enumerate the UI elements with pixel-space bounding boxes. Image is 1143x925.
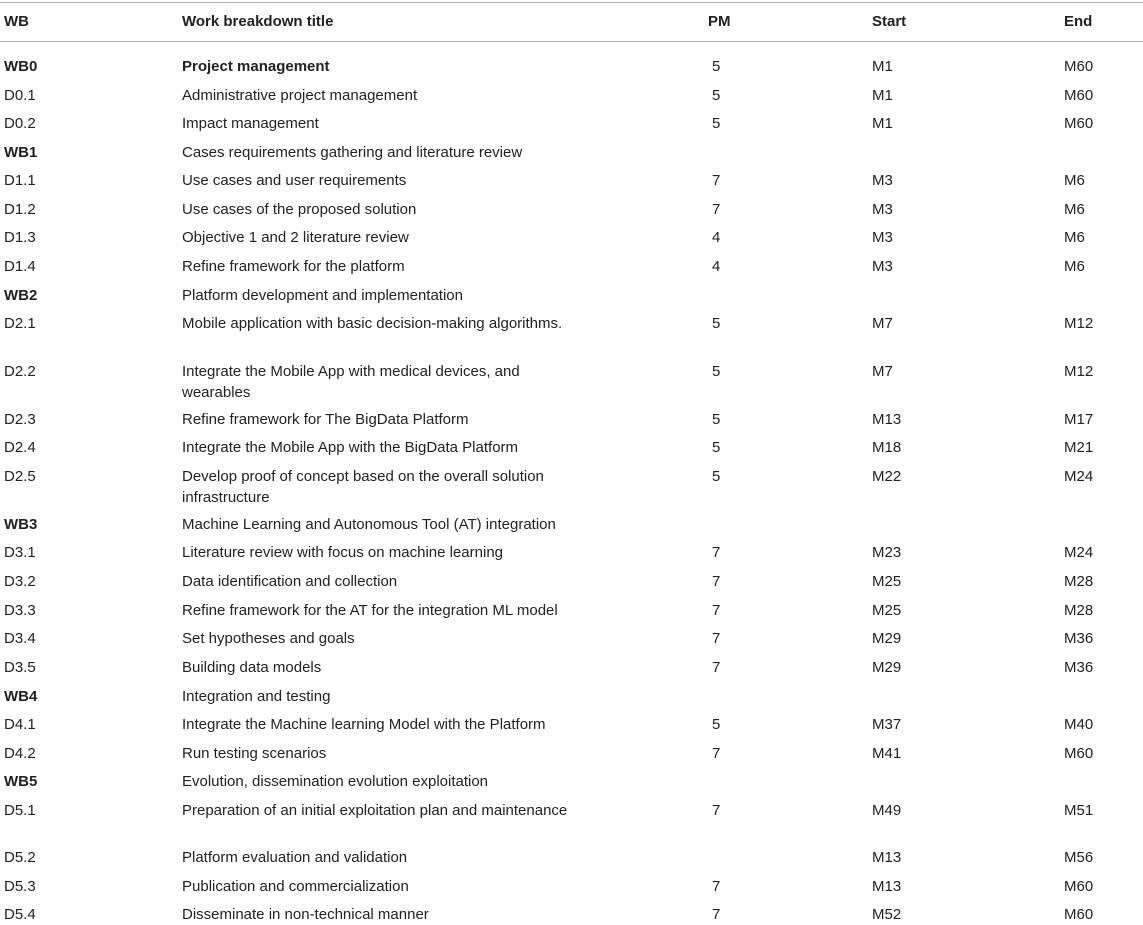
cell-pm: 5 (712, 363, 721, 380)
cell-pm: 7 (712, 602, 721, 619)
cell-pm: 5 (712, 439, 721, 456)
cell-pm: 5 (712, 411, 721, 428)
cell-end: M40 (1064, 716, 1094, 733)
cell-end: M60 (1064, 58, 1094, 75)
cell-pm: 5 (712, 115, 721, 132)
cell-end: M17 (1064, 411, 1094, 428)
cell-pm: 5 (712, 315, 721, 332)
cell-wb: D1.4 (4, 258, 36, 275)
cell-pm: 4 (712, 229, 721, 246)
cell-title: Literature review with focus on machine learning (182, 544, 503, 561)
cell-pm: 7 (712, 906, 721, 923)
cell-start: M23 (872, 544, 902, 561)
cell-title: Administrative project management (182, 87, 418, 104)
header-end: End (1064, 13, 1093, 30)
cell-end: M6 (1064, 229, 1085, 246)
cell-title: Use cases of the proposed solution (182, 201, 417, 218)
cell-wb: D2.3 (4, 411, 36, 428)
cell-title: Develop proof of concept based on the overall solution infrastructure (182, 468, 544, 506)
cell-end: M60 (1064, 87, 1094, 104)
cell-wb: WB1 (4, 144, 38, 161)
cell-title: Set hypotheses and goals (182, 630, 355, 647)
cell-title: Data identification and collection (182, 573, 398, 590)
cell-wb: D5.4 (4, 906, 36, 923)
cell-end: M60 (1064, 906, 1094, 923)
cell-end: M60 (1064, 115, 1094, 132)
cell-end: M36 (1064, 630, 1094, 647)
cell-wb: D4.1 (4, 716, 36, 733)
header-pm: PM (708, 13, 731, 30)
cell-wb: D2.1 (4, 315, 36, 332)
cell-wb: D1.3 (4, 229, 36, 246)
cell-wb: D2.5 (4, 468, 36, 485)
cell-pm: 5 (712, 468, 721, 485)
cell-title: Impact management (182, 115, 319, 132)
cell-pm: 5 (712, 87, 721, 104)
cell-start: M29 (872, 630, 902, 647)
cell-start: M13 (872, 878, 902, 895)
cell-start: M13 (872, 849, 902, 866)
cell-wb: D3.3 (4, 602, 36, 619)
cell-title: Project management (182, 58, 330, 75)
cell-start: M25 (872, 573, 902, 590)
cell-start: M1 (872, 115, 893, 132)
cell-title: Building data models (182, 659, 322, 676)
cell-wb: D4.2 (4, 745, 36, 762)
cell-title: Machine Learning and Autonomous Tool (AT) integration (182, 516, 556, 533)
cell-pm: 7 (712, 172, 721, 189)
cell-wb: D3.2 (4, 573, 36, 590)
cell-wb: WB4 (4, 688, 38, 705)
cell-title: Integrate the Mobile App with the BigData Platform (182, 439, 519, 456)
cell-title: Integrate the Machine learning Model with the Platform (182, 716, 546, 733)
cell-end: M6 (1064, 201, 1085, 218)
cell-title: Platform development and implementation (182, 287, 463, 304)
cell-pm: 7 (712, 878, 721, 895)
cell-pm: 7 (712, 802, 721, 819)
cell-wb: D3.1 (4, 544, 36, 561)
cell-pm: 5 (712, 58, 721, 75)
cell-title: Run testing scenarios (182, 745, 327, 762)
cell-start: M3 (872, 201, 893, 218)
header-rule (0, 41, 1143, 42)
cell-pm: 5 (712, 716, 721, 733)
cell-start: M37 (872, 716, 902, 733)
cell-wb: D3.5 (4, 659, 36, 676)
cell-start: M29 (872, 659, 902, 676)
cell-title: Refine framework for The BigData Platform (182, 411, 469, 428)
cell-pm: 7 (712, 659, 721, 676)
cell-end: M60 (1064, 745, 1094, 762)
cell-title: Refine framework for the platform (182, 258, 405, 275)
cell-end: M6 (1064, 258, 1085, 275)
cell-end: M12 (1064, 315, 1094, 332)
cell-start: M3 (872, 172, 893, 189)
cell-pm: 7 (712, 201, 721, 218)
cell-start: M1 (872, 58, 893, 75)
cell-title: Preparation of an initial exploitation plan and maintenance (182, 802, 568, 819)
header-title: Work breakdown title (182, 13, 334, 30)
cell-start: M52 (872, 906, 902, 923)
cell-end: M56 (1064, 849, 1094, 866)
cell-wb: D0.2 (4, 115, 36, 132)
cell-start: M25 (872, 602, 902, 619)
cell-title: Use cases and user requirements (182, 172, 407, 189)
cell-start: M7 (872, 315, 893, 332)
cell-start: M18 (872, 439, 902, 456)
cell-title: Disseminate in non-technical manner (182, 906, 429, 923)
cell-wb: D0.1 (4, 87, 36, 104)
cell-end: M12 (1064, 363, 1094, 380)
cell-end: M21 (1064, 439, 1094, 456)
cell-title: Mobile application with basic decision-making algorithms. (182, 315, 563, 332)
cell-title: Evolution, dissemination evolution exploitation (182, 773, 489, 790)
cell-start: M3 (872, 229, 893, 246)
cell-end: M6 (1064, 172, 1085, 189)
cell-wb: D5.1 (4, 802, 36, 819)
cell-pm: 7 (712, 630, 721, 647)
cell-start: M3 (872, 258, 893, 275)
cell-wb: D2.2 (4, 363, 36, 380)
cell-start: M22 (872, 468, 902, 485)
cell-end: M36 (1064, 659, 1094, 676)
cell-end: M24 (1064, 468, 1094, 485)
cell-wb: WB2 (4, 287, 38, 304)
cell-end: M28 (1064, 573, 1094, 590)
cell-pm: 7 (712, 573, 721, 590)
cell-wb: D2.4 (4, 439, 36, 456)
cell-wb: D1.1 (4, 172, 36, 189)
cell-start: M1 (872, 87, 893, 104)
cell-title: Cases requirements gathering and literature review (182, 144, 523, 161)
cell-wb: D5.2 (4, 849, 36, 866)
cell-start: M49 (872, 802, 902, 819)
cell-title: Refine framework for the AT for the integration ML model (182, 602, 558, 619)
cell-end: M60 (1064, 878, 1094, 895)
cell-wb: D5.3 (4, 878, 36, 895)
cell-title: Integrate the Mobile App with medical devices, and wearables (182, 363, 520, 401)
cell-title: Platform evaluation and validation (182, 849, 408, 866)
cell-title: Publication and commercialization (182, 878, 409, 895)
cell-start: M13 (872, 411, 902, 428)
cell-wb: D1.2 (4, 201, 36, 218)
cell-end: M51 (1064, 802, 1094, 819)
cell-title: Objective 1 and 2 literature review (182, 229, 409, 246)
cell-wb: WB5 (4, 773, 38, 790)
header-wb: WB (4, 13, 29, 30)
cell-end: M24 (1064, 544, 1094, 561)
cell-pm: 4 (712, 258, 721, 275)
header-start: Start (872, 13, 907, 30)
cell-pm: 7 (712, 544, 721, 561)
cell-wb: WB3 (4, 516, 38, 533)
cell-start: M41 (872, 745, 902, 762)
cell-wb: D3.4 (4, 630, 36, 647)
cell-start: M7 (872, 363, 893, 380)
cell-end: M28 (1064, 602, 1094, 619)
cell-wb: WB0 (4, 58, 38, 75)
cell-pm: 7 (712, 745, 721, 762)
table-top-rule (0, 2, 1143, 3)
cell-title: Integration and testing (182, 688, 331, 705)
